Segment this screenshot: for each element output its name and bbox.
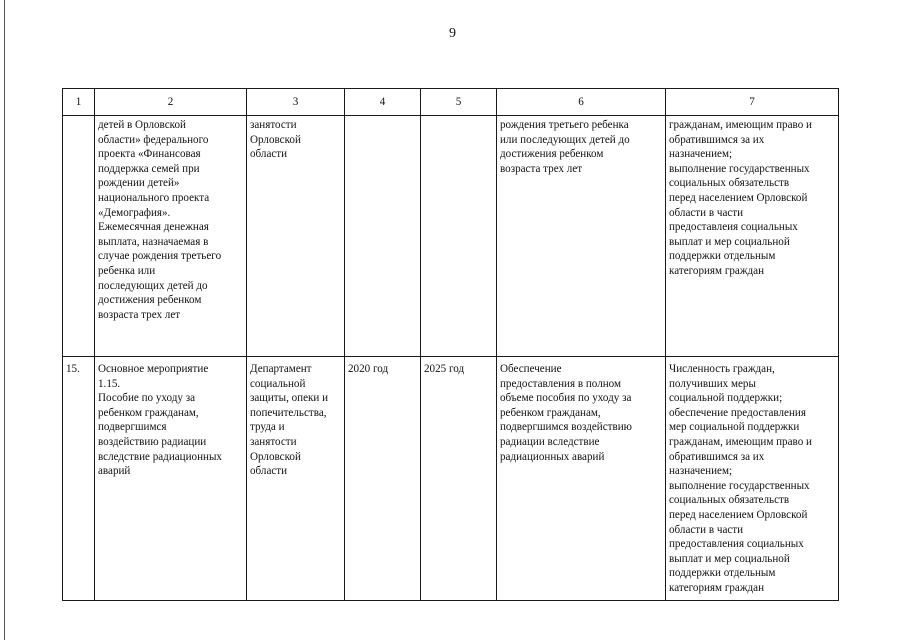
- indicators-text: гражданам, имеющим право и обратившимся за их назначением; выполнение государственных социальных обязательств перед населением Орловской области в части предоставлеия социальных выплат и мер социальной поддержки отдельным категориям граждан: [669, 119, 812, 277]
- expected-result-cell: [497, 116, 666, 357]
- indicators-cell: [666, 116, 839, 357]
- activity-cell: [95, 116, 247, 357]
- table-row: [63, 357, 839, 601]
- executor-text: Департамент социальной защиты, опеки и попечительства, труда и занятости Орловской области: [250, 363, 329, 478]
- activity-text: Основное мероприятие 1.15. Пособие по уходу за ребенком гражданам, подвергшимся воздействию радиации вследствие радиационных аварий: [98, 363, 222, 478]
- page-number: 9: [449, 26, 456, 41]
- start-year-cell: [345, 357, 421, 601]
- column-header-2: 2: [95, 89, 247, 116]
- executor-cell: [247, 357, 345, 601]
- left-margin-rule: [4, 0, 5, 640]
- column-header-4: 4: [345, 89, 421, 116]
- expected-result-cell: [497, 357, 666, 601]
- activity-cell: [95, 357, 247, 601]
- executor-cell: [247, 116, 345, 357]
- program-activities-table: [62, 88, 839, 601]
- activity-text: детей в Орловской области» федерального проекта «Финансовая поддержка семей при рождении детей» национального проекта «Демография». Ежемесячная денежная выплата, назначаемая в случае рождения третьего ребенка или последующих детей до достижения ребенком возраста трех лет: [98, 119, 222, 321]
- row-number-cell: [63, 357, 95, 601]
- start-year-cell: [345, 116, 421, 357]
- column-header-7: 7: [666, 89, 839, 116]
- indicators-text: Численность граждан, получивших меры социальной поддержки; обеспечение предоставления мер социальной поддержки гражданам, имеющим право и обратившимся за их назначением; выполнение государственных социальных обязательств перед населением Орловской области в части предоставления социальных выплат и мер социальной поддержки отдельным категориям граждан: [669, 363, 812, 594]
- expected-result-text: рождения третьего ребенка или последующих детей до достижения ребенком возраста трех лет: [500, 119, 630, 175]
- header-row: [63, 89, 839, 116]
- column-header-5: 5: [421, 89, 497, 116]
- column-header-1: 1: [63, 89, 95, 116]
- end-year-cell: [421, 357, 497, 601]
- end-year: 2025 год: [424, 363, 465, 375]
- indicators-cell: [666, 357, 839, 601]
- table-row: [63, 116, 839, 357]
- row-number-cell: [63, 116, 95, 357]
- expected-result-text: Обеспечение предоставления в полном объеме пособия по уходу за ребенком гражданам, подвергшимся воздействию радиации вследствие радиационных аварий: [500, 363, 632, 463]
- start-year: 2020 год: [348, 363, 389, 375]
- column-header-6: 6: [497, 89, 666, 116]
- end-year-cell: [421, 116, 497, 357]
- executor-text: занятости Орловской области: [250, 119, 301, 161]
- row-number: 15.: [66, 363, 80, 375]
- column-header-3: 3: [247, 89, 345, 116]
